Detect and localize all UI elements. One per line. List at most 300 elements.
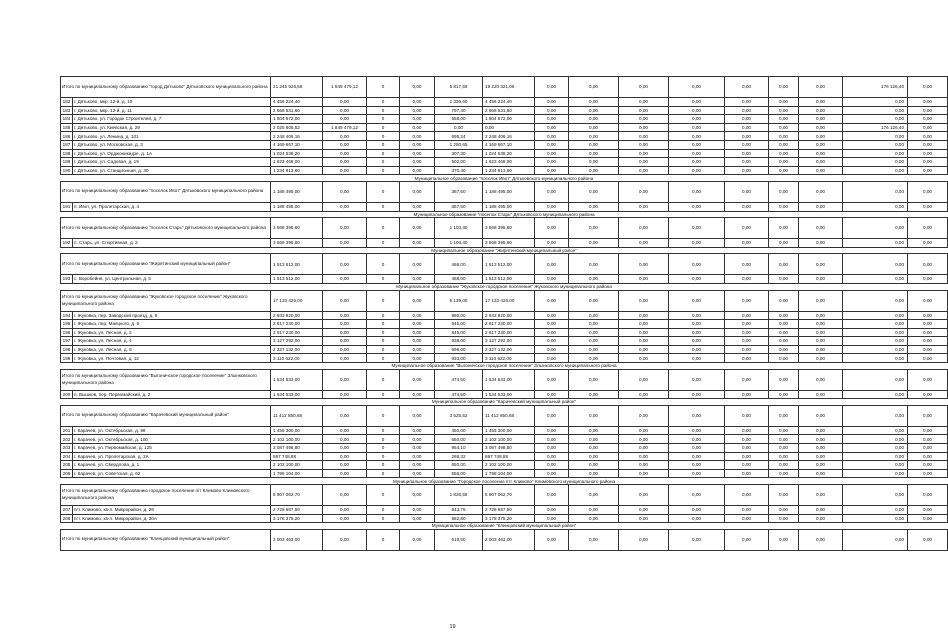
value-cell: 0,00 [769,452,799,461]
value-cell: 0,00 [535,514,569,523]
value-cell: 0,00 [908,469,948,478]
value-cell: 0,00 [400,115,435,124]
value-cell: 0,00 [400,506,435,515]
value-cell: 1 455 300,00 [271,426,323,435]
row-number: 190 [61,166,73,175]
value-cell: 0,00 [799,311,843,320]
value-cell: 0,00 [569,311,619,320]
value-cell: 0,00 [799,452,843,461]
value-cell: 370,40 [435,166,483,175]
value-cell: 0,00 [619,149,669,158]
row-number: 197 [61,337,73,346]
value-cell: 0,00 [400,426,435,435]
value-cell: 0,00 [669,123,725,132]
value-cell: 0,00 [799,115,843,124]
value-cell: 0,00 [843,181,908,202]
value-cell: 0 [367,452,400,461]
value-cell: 0 [367,469,400,478]
value-cell: 0,00 [769,181,799,202]
value-cell: 0 [367,106,400,115]
value-cell: 0,00 [908,98,948,107]
value-cell: 0,00 [908,435,948,444]
value-cell: 3 127 292,00 [271,337,323,346]
value-cell: 0,00 [908,461,948,470]
value-cell: 0,00 [769,390,799,399]
table-row [61,239,948,248]
value-cell: 0,00 [843,275,908,284]
address-cell: п. Вышков, пер. Первомайский, д. 2 [73,390,271,399]
value-cell: 650,00 [435,435,483,444]
value-cell: 0,00 [400,345,435,354]
value-cell: 0,00 [535,123,569,132]
value-cell: 0,00 [908,390,948,399]
value-cell: 0,00 [799,354,843,363]
value-cell: 0,00 [569,506,619,515]
table-row [61,140,948,149]
address-cell: г. Дятьково, ул. Киевская, д. 29 [73,123,271,132]
row-number: 188 [61,149,73,158]
value-cell: 0,00 [535,369,569,390]
value-cell: 0,00 [669,444,725,453]
value-cell: 1 234 913,60 [271,166,323,175]
value-cell: 0,00 [669,337,725,346]
section-header-row [61,523,948,530]
value-cell: 2 102 100,00 [483,461,535,470]
value-cell: 0,00 [908,290,948,311]
value-cell: 0,00 [725,426,769,435]
value-cell: 0,00 [725,444,769,453]
value-cell: 0,00 [725,529,769,550]
value-cell: 1 534 533,00 [483,390,535,399]
value-cell: 0,00 [669,369,725,390]
value-cell: 0,00 [400,181,435,202]
value-cell: 0,00 [323,469,367,478]
address-cell: пгт. Климово, кв-л. Микрорайон, д. 29 [73,506,271,515]
value-cell: 0,00 [323,202,367,211]
value-cell: 0,00 [669,254,725,275]
value-cell: 2 817 230,00 [271,320,323,329]
value-cell: 0,00 [843,158,908,167]
value-cell: 0,00 [843,354,908,363]
value-cell: 0,00 [400,390,435,399]
value-cell: 0,00 [669,485,725,506]
value-cell: 0,00 [908,158,948,167]
address-cell: г. Дятьково, мкр. 12-й, д. 10 [73,98,271,107]
value-cell: 0,00 [400,77,435,98]
value-cell: 0,00 [769,506,799,515]
address-cell: с. Воробейня, ул. Центральная, д. 5 [73,275,271,284]
value-cell: 0,00 [908,405,948,426]
value-cell: 0,00 [619,140,669,149]
value-cell: 0,00 [323,529,367,550]
value-cell: 1 804 572,00 [271,115,323,124]
value-cell: 0,00 [769,218,799,239]
value-cell: 468,00 [435,275,483,284]
value-cell: 0,00 [769,254,799,275]
row-number: 203 [61,444,73,453]
value-cell: 880,00 [435,311,483,320]
value-cell: 0 [367,435,400,444]
value-cell: 0,00 [535,77,569,98]
value-cell: 0,00 [619,239,669,248]
section-title: Муниципальное образование "Карачевский муниципальный район" [61,399,948,406]
value-cell: 0,00 [669,320,725,329]
value-cell: 2 248 406,16 [483,132,535,141]
value-cell: 0 [367,149,400,158]
value-cell: 11 412 850,68 [483,405,535,426]
value-cell: 0,00 [535,98,569,107]
value-cell: 0 [367,345,400,354]
repair-program-table [60,76,948,551]
subtotal-row [61,290,948,311]
value-cell: 5 817,59 [435,77,483,98]
section-title: Муниципальное образование "Жирятинский муниципальный район" [61,247,948,254]
value-cell: 3 178 375,20 [271,514,323,523]
value-cell: 0,00 [769,275,799,284]
value-cell: 0,00 [725,405,769,426]
value-cell: 0,00 [908,452,948,461]
value-cell: 0,00 [619,426,669,435]
value-cell: 0,00 [769,337,799,346]
value-cell: 0,00 [535,469,569,478]
value-cell: 0,00 [843,140,908,149]
value-cell: 0,00 [323,405,367,426]
value-cell: 0,00 [725,77,769,98]
value-cell: 0,00 [569,485,619,506]
value-cell: 0,00 [799,106,843,115]
value-cell: 0,00 [619,98,669,107]
value-cell: 0 [367,275,400,284]
value-cell: 0 [367,202,400,211]
value-cell: 0,00 [908,506,948,515]
address-cell: п. Ивот, ул. Пролетарская, д. 4 [73,202,271,211]
value-cell: 0,00 [725,485,769,506]
value-cell: 0,00 [725,275,769,284]
value-cell: 0,00 [619,158,669,167]
value-cell: 0,00 [799,202,843,211]
section-title: Муниципальное образование "Городское поселение птг Климово" Климовского муниципального района [61,478,948,485]
value-cell: 0,00 [769,149,799,158]
value-cell: 0,00 [400,435,435,444]
address-cell: г. Дятьково, ул. Ленина, д. 131 [73,132,271,141]
value-cell: 0,00 [569,461,619,470]
value-cell: 0,00 [619,337,669,346]
subtotal-label: Итого по муниципальному образованию "Карачевский муниципальный район" [61,405,271,426]
value-cell: 0,00 [769,239,799,248]
row-number: 207 [61,506,73,515]
value-cell: 0,00 [725,290,769,311]
value-cell: 0,00 [535,290,569,311]
address-cell: г. Карачев, ул. Советская, д. 62 [73,469,271,478]
value-cell: 0,00 [619,290,669,311]
value-cell: 0,00 [669,166,725,175]
value-cell: 0,00 [619,452,669,461]
value-cell: 0,00 [769,77,799,98]
value-cell: 0,00 [400,275,435,284]
value-cell: 0,00 [669,514,725,523]
value-cell: 0,00 [908,328,948,337]
page-number: 19 [449,624,456,630]
section-title: Муниципальное образование "Жуковское городское поселение" Жуковского муниципального района [61,283,948,290]
value-cell: 0,00 [799,320,843,329]
value-cell: 0 [367,311,400,320]
value-cell: 0,00 [535,485,569,506]
value-cell: 954,10 [435,444,483,453]
value-cell: 1 024 538,20 [483,149,535,158]
value-cell: 0,00 [769,202,799,211]
value-cell: 867 748,88 [483,452,535,461]
value-cell: 0,00 [669,405,725,426]
value-cell: 2 728 687,50 [271,506,323,515]
value-cell: 0,00 [400,106,435,115]
value-cell: 0,00 [535,435,569,444]
value-cell: 0,00 [323,140,367,149]
value-cell: 0,00 [619,529,669,550]
value-cell: 0,00 [569,452,619,461]
value-cell: 0,00 [669,469,725,478]
row-number: 187 [61,140,73,149]
value-cell: 0,00 [569,218,619,239]
value-cell: 0,00 [669,452,725,461]
value-cell: 1 455 300,00 [483,426,535,435]
value-cell: 556,00 [435,469,483,478]
value-cell: 0,00 [619,275,669,284]
value-cell: 650,00 [435,461,483,470]
value-cell: 1 513 512,00 [271,254,323,275]
value-cell: 0,00 [843,320,908,329]
value-cell: 0,00 [843,149,908,158]
value-cell: 0,00 [725,354,769,363]
value-cell: 0,00 [908,345,948,354]
value-cell: 0,00 [400,132,435,141]
value-cell: 0,00 [619,311,669,320]
value-cell: 0,00 [908,239,948,248]
value-cell: 0,00 [535,106,569,115]
value-cell: 0,00 [799,328,843,337]
value-cell: 0 [367,514,400,523]
value-cell: 0,00 [908,218,948,239]
value-cell: 307,30 [435,149,483,158]
value-cell: 0,00 [908,115,948,124]
value-cell: 0 [367,461,400,470]
value-cell: 0,00 [769,461,799,470]
value-cell: 0,00 [569,354,619,363]
value-cell: 0,00 [535,140,569,149]
value-cell: 0,00 [323,275,367,284]
value-cell: 0,00 [569,166,619,175]
value-cell: 1 804 572,00 [483,115,535,124]
value-cell: 268,32 [435,452,483,461]
value-cell: 468,00 [435,254,483,275]
value-cell: 11 412 850,68 [271,405,323,426]
subtotal-label: Итого по муниципальному образованию "поселок Ивот" Дятьковского муниципального района [61,181,271,202]
value-cell: 0,00 [769,426,799,435]
address-cell: г. Жуковка, ул. Лесная, д. 6 [73,345,271,354]
value-cell: 450,00 [435,426,483,435]
address-cell: п. Старь, ул. Спортивная, д. 2 [73,239,271,248]
value-cell: 867 748,88 [271,452,323,461]
value-cell: 0,00 [400,239,435,248]
subtotal-label: Итого по муниципальному образованию "Жирятинский муниципальный район" [61,254,271,275]
section-title: Муниципальное образование "Клинцовский муниципальный район" [61,523,948,530]
value-cell: 0,00 [400,149,435,158]
address-cell: г. Карачев, ул. Октябрьская, д. 96 [73,426,271,435]
value-cell: 0,00 [669,115,725,124]
value-cell: 0,00 [535,132,569,141]
table-row [61,506,948,515]
section-header-row [61,211,948,218]
value-cell: 19 220 321,06 [483,77,535,98]
value-cell: 0,00 [619,106,669,115]
subtotal-row [61,529,948,550]
value-cell: 0,00 [769,166,799,175]
value-cell: 0,00 [535,452,569,461]
section-header-row [61,478,948,485]
value-cell: 0,00 [669,275,725,284]
value-cell: 0,00 [843,369,908,390]
value-cell: 0,00 [725,132,769,141]
value-cell: 0 [367,254,400,275]
value-cell: 0,00 [535,426,569,435]
value-cell: 0,00 [569,149,619,158]
value-cell: 2 003 463,00 [483,529,535,550]
table-row [61,337,948,346]
value-cell: 0,00 [569,337,619,346]
value-cell: 0,00 [843,435,908,444]
value-cell: 0,00 [799,218,843,239]
value-cell: 0,00 [619,390,669,399]
row-number: 205 [61,461,73,470]
value-cell: 0,00 [725,181,769,202]
value-cell: 0 [367,166,400,175]
value-cell: 0,00 [669,345,725,354]
value-cell: 0,00 [725,345,769,354]
value-cell: 0,00 [569,514,619,523]
value-cell: 1 250,65 [435,140,483,149]
value-cell: 0,00 [569,181,619,202]
row-number: 192 [61,239,73,248]
value-cell: 0,00 [323,390,367,399]
value-cell: 0,00 [843,166,908,175]
value-cell: 0,00 [323,485,367,506]
value-cell: 0,00 [908,337,948,346]
value-cell: 0,00 [535,158,569,167]
value-cell: 1 103,40 [435,218,483,239]
value-cell: 0,00 [908,254,948,275]
table-row [61,345,948,354]
value-cell: 845,00 [435,328,483,337]
value-cell: 0,00 [908,485,948,506]
value-cell: 0,00 [535,390,569,399]
value-cell: 0,00 [843,405,908,426]
table-row [61,469,948,478]
row-number: 191 [61,202,73,211]
value-cell: 0,00 [769,311,799,320]
value-cell: 0,00 [769,514,799,523]
value-cell: 0,00 [535,311,569,320]
value-cell: 0,00 [908,444,948,453]
address-cell: г. Жуковка, ул. Лесная, д. 2 [73,328,271,337]
value-cell: 0,00 [725,106,769,115]
value-cell: 0,00 [535,328,569,337]
value-cell: 0,00 [769,158,799,167]
value-cell: 0,00 [400,254,435,275]
value-cell: 0 [367,158,400,167]
subtotal-row [61,77,948,98]
value-cell: 0,00 [400,485,435,506]
row-number: 208 [61,514,73,523]
value-cell: 0,00 [908,149,948,158]
subtotal-row [61,485,948,506]
row-number: 194 [61,311,73,320]
table-row [61,452,948,461]
value-cell: 0,00 [535,529,569,550]
row-number: 183 [61,106,73,115]
value-cell: 0,00 [769,405,799,426]
value-cell: 0,00 [323,444,367,453]
value-cell: 0,00 [725,140,769,149]
value-cell: 0,00 [535,181,569,202]
value-cell: 0,00 [669,106,725,115]
value-cell: 0,00 [843,98,908,107]
value-cell: 1 534 533,00 [483,369,535,390]
section-header-row [61,283,948,290]
value-cell: 0,00 [535,444,569,453]
value-cell: 0,00 [400,123,435,132]
value-cell: 0,00 [769,132,799,141]
table-row [61,320,948,329]
value-cell: 0,00 [669,132,725,141]
value-cell: 0 [367,485,400,506]
value-cell: 0,00 [535,115,569,124]
value-cell: 0,00 [908,123,948,132]
value-cell: 2 728 687,50 [483,506,535,515]
value-cell: 5 907 062,70 [271,485,323,506]
value-cell: 0,00 [725,514,769,523]
table-row [61,166,948,175]
value-cell: 0 [367,444,400,453]
value-cell: 0,00 [669,181,725,202]
value-cell: 0,00 [725,254,769,275]
row-number: 195 [61,320,73,329]
value-cell: 0,00 [669,426,725,435]
value-cell: 0,00 [619,77,669,98]
value-cell: 0,00 [799,444,843,453]
address-cell: г. Жуковка, пер. Маяцкого, д. 5 [73,320,271,329]
subtotal-label: Итого по муниципальному образованию городское поселение п/т Климово Климовского муниципального района [61,485,271,506]
value-cell: 982,80 [435,514,483,523]
value-cell: 5 907 062,70 [483,485,535,506]
value-cell: 3 568 395,60 [271,218,323,239]
value-cell: 0,00 [843,514,908,523]
value-cell: 0,00 [535,405,569,426]
value-cell: 0,00 [725,123,769,132]
value-cell: 0,00 [569,426,619,435]
value-cell: 21 245 926,58 [271,77,323,98]
value-cell: 0,00 [400,140,435,149]
value-cell: 1 826,55 [435,485,483,506]
value-cell: 3 087 498,80 [483,444,535,453]
value-cell: 0,00 [725,115,769,124]
subtotal-row [61,369,948,390]
value-cell: 0,00 [569,390,619,399]
value-cell: 0,00 [535,166,569,175]
value-cell: 0,00 [619,202,669,211]
value-cell: 0,00 [843,202,908,211]
address-cell: г. Жуковка, ул. Лесная, д. 4 [73,337,271,346]
value-cell: 0,00 [669,354,725,363]
value-cell: 0,00 [769,328,799,337]
